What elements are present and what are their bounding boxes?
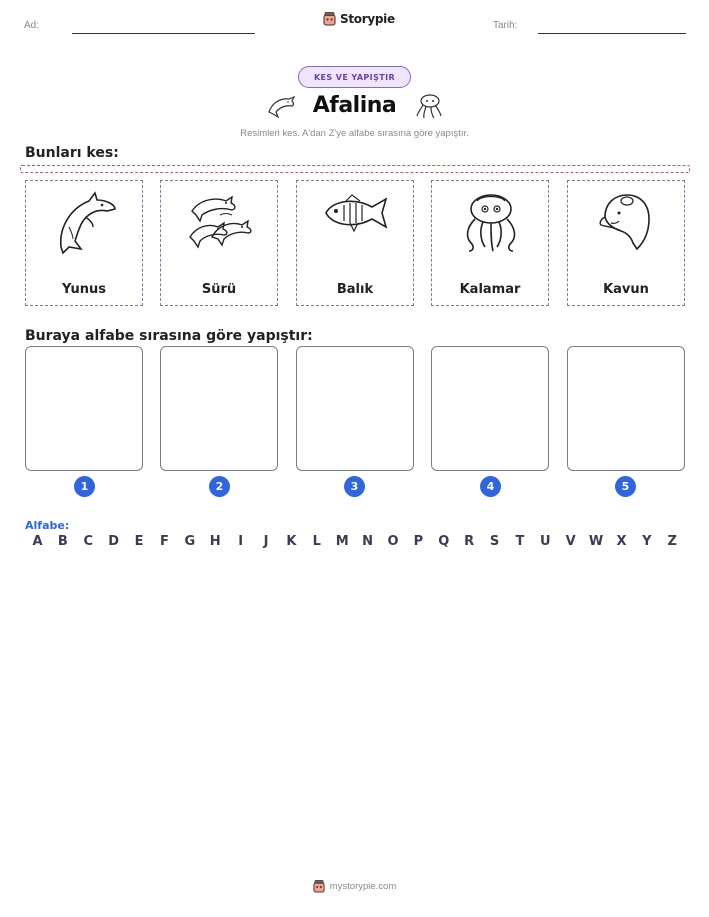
alphabet-letter: P [413,534,424,549]
alphabet-letter: F [160,534,169,549]
alphabet-letter: R [464,534,475,549]
number-badge-2: 2 [209,476,230,497]
storypie-logo-icon [323,12,336,26]
cut-line [20,165,690,173]
number-badge-4: 4 [480,476,501,497]
alphabet-letter: D [108,534,120,549]
alphabet-letter: U [540,534,551,549]
cut-card-4[interactable] [431,180,549,306]
cut-card-1[interactable] [25,180,143,306]
alphabet-letter: K [286,534,297,549]
paste-box-1[interactable] [25,346,143,471]
alphabet-letter: X [616,534,627,549]
alphabet-letter: C [83,534,94,549]
cut-card-label: Yunus [62,282,106,297]
paste-heading: Buraya alfabe sırasına göre yapıştır: [25,328,313,344]
squid-title-icon [414,92,444,120]
alphabet-letter: W [588,534,604,549]
cut-card-3[interactable] [296,180,414,306]
alphabet-row [25,534,685,549]
brand-name: Storypie [340,12,395,26]
alphabet-label: Alfabe: [25,519,70,532]
number-badge-1: 1 [74,476,95,497]
alphabet-letter: B [57,534,68,549]
alphabet-letter: L [312,534,321,549]
instructions: Resimleri kes. A'dan Z'ye alfabe sırasına göre yapıştır. [240,128,469,139]
alphabet-letter: V [565,534,576,549]
page-title: Afalina [312,93,397,118]
alphabet-letter: H [209,534,221,549]
paste-box-4[interactable] [431,346,549,471]
alphabet-letter: Y [642,534,652,549]
date-line [538,33,686,34]
dolphin-melon-icon [587,187,667,257]
alphabet-letter: O [387,534,399,549]
cut-heading: Bunları kes: [25,145,119,161]
alphabet-letter: A [32,534,43,549]
name-line [72,33,255,34]
date-label: Tarih: [493,20,518,31]
paste-box-3[interactable] [296,346,414,471]
paste-box-5[interactable] [567,346,685,471]
cut-card-label: Kalamar [459,282,521,297]
alphabet-letter: I [238,534,244,549]
number-badge-5: 5 [615,476,636,497]
alphabet-letter: Q [438,534,450,549]
storypie-logo-icon [313,880,325,893]
paste-box-2[interactable] [160,346,278,471]
cut-card-label: Kavun [603,282,649,297]
alphabet-letter: J [263,534,269,549]
dolphin-icon [45,187,125,257]
alphabet-letter: E [134,534,144,549]
alphabet-letter: Z [667,534,677,549]
number-badge-3: 3 [344,476,365,497]
alphabet-letter: S [489,534,500,549]
alphabet-letter: G [184,534,196,549]
activity-badge: KES VE YAPIŞTIR [298,66,411,88]
name-label: Ad: [24,20,40,31]
alphabet-letter: M [335,534,349,549]
cut-card-label: Balık [336,282,374,297]
cut-card-5[interactable] [567,180,685,306]
alphabet-letter: N [362,534,374,549]
fish-icon [316,187,396,237]
brand-header [323,12,395,26]
alphabet-letter: T [515,534,525,549]
dolphin-pod-icon [180,187,260,257]
footer-url: mystorypie.com [329,881,397,892]
squid-icon [451,187,531,257]
cut-card-2[interactable] [160,180,278,306]
footer [0,880,709,893]
cut-card-label: Sürü [201,282,237,297]
